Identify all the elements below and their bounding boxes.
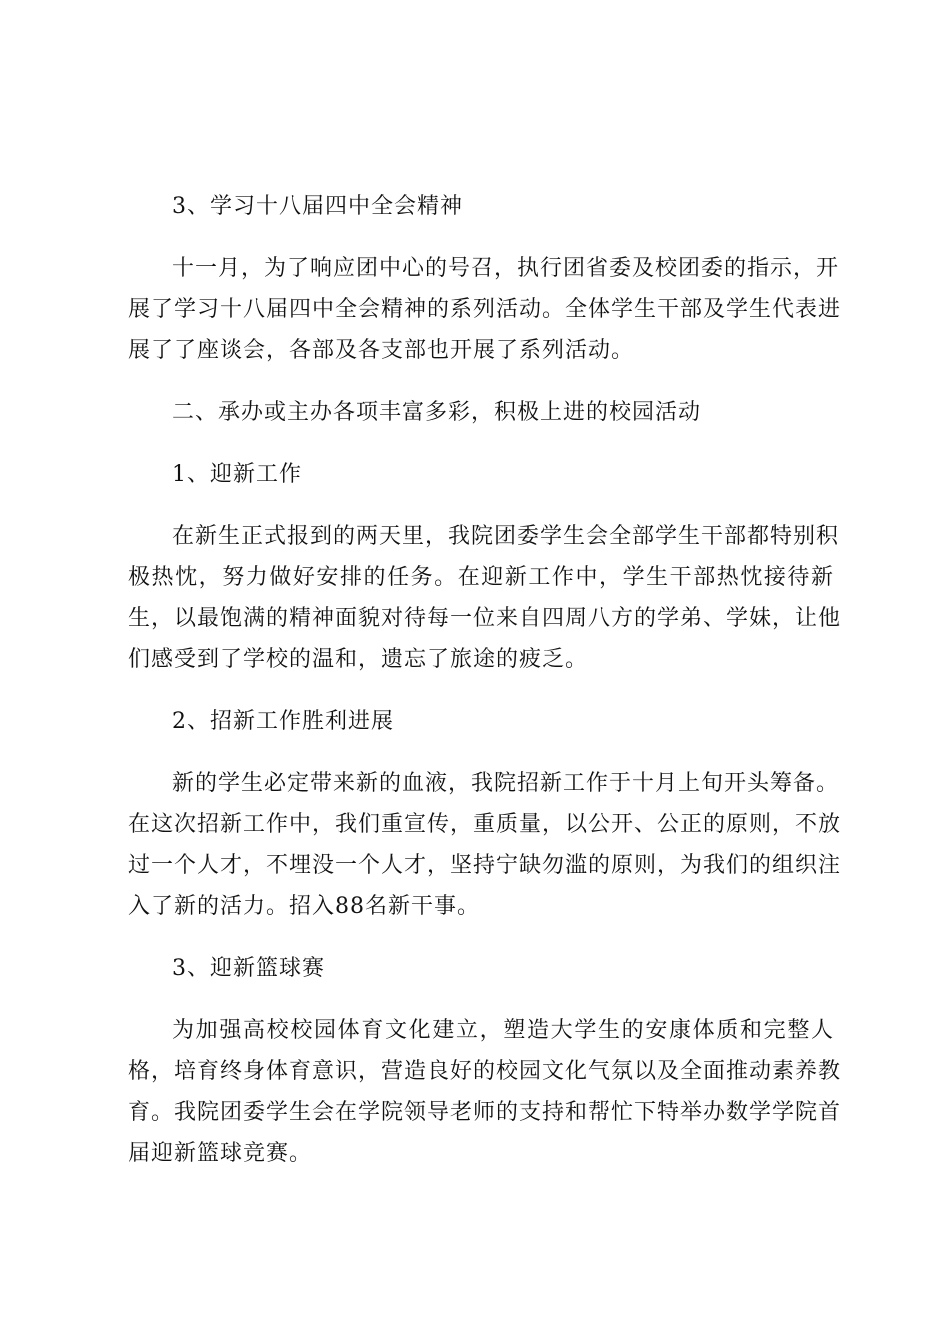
document-body: [128, 186, 842, 1195]
paragraph-line: 展了了座谈会，各部及各支部也开展了系列活动。: [128, 338, 635, 363]
paragraph-line: 们感受到了学校的温和，遗忘了旅途的疲乏。: [128, 647, 589, 672]
section-heading-campus-activities: 二、承办或主办各项丰富多彩，积极上进的校园活动: [172, 400, 702, 425]
paragraph-line: 新的学生必定带来新的血液，我院招新工作于十月上旬开头筹备。: [172, 771, 840, 796]
section-heading-recruitment: 2、招新工作胜利进展: [172, 709, 394, 734]
paragraph-line: 入了新的活力。招入88名新干事。: [128, 894, 480, 919]
paragraph-recruitment: [128, 763, 842, 927]
paragraph-line: 为加强高校校园体育文化建立，塑造大学生的安康体质和完整人: [172, 1018, 834, 1043]
paragraph-line: 育。我院团委学生会在学院领导老师的支持和帮忙下特举办数学学院首: [128, 1100, 842, 1125]
paragraph-line: 格，培育终身体育意识，营造良好的校园文化气氛以及全面推动素养教: [128, 1059, 842, 1084]
paragraph-line: 过一个人才，不埋没一个人才，坚持宁缺勿滥的原则，为我们的组织注: [128, 853, 842, 878]
section-heading-basketball: 3、迎新篮球赛: [172, 956, 325, 981]
paragraph-line: 在这次招新工作中，我们重宣传，重质量，以公开、公正的原则，不放: [128, 812, 842, 837]
paragraph-study-plenum: [128, 248, 842, 371]
section-heading-study-plenum: 3、学习十八届四中全会精神: [172, 194, 463, 219]
section-heading-welcome-work: 1、迎新工作: [172, 462, 302, 487]
paragraph-welcome-work: [128, 516, 842, 680]
paragraph-line: 十一月，为了响应团中心的号召，执行团省委及校团委的指示，开: [172, 256, 840, 281]
paragraph-line: 生，以最饱满的精神面貌对待每一位来自四周八方的学弟、学妹，让他: [128, 606, 842, 631]
paragraph-line: 在新生正式报到的两天里，我院团委学生会全部学生干部都特别积: [172, 524, 840, 549]
paragraph-line: 展了学习十八届四中全会精神的系列活动。全体学生干部及学生代表进: [128, 297, 842, 322]
paragraph-line: 极热忱，努力做好安排的任务。在迎新工作中，学生干部热忱接待新: [128, 565, 834, 590]
paragraph-line: 届迎新篮球竞赛。: [128, 1141, 313, 1166]
paragraph-basketball: [128, 1010, 842, 1174]
